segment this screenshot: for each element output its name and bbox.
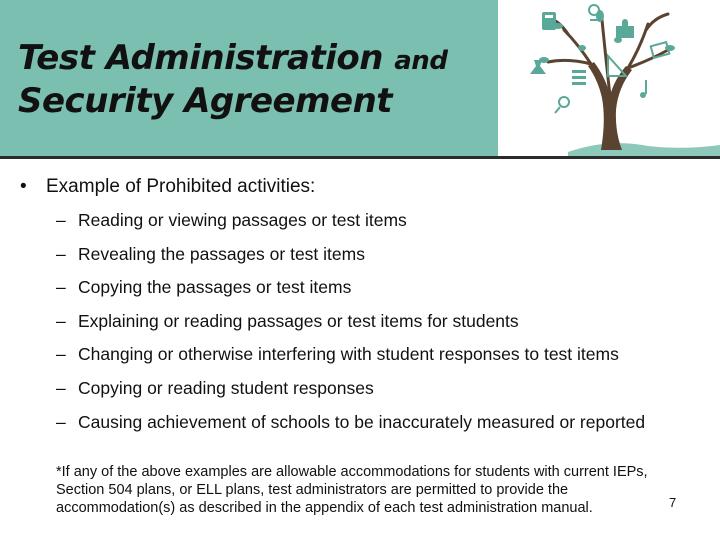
ruler-triangle-icon	[608, 56, 626, 76]
footnote-line: *If any of the above examples are allowable accommodations for students with current IEPs,	[56, 464, 648, 480]
bullet-marker: •	[20, 176, 27, 197]
title-small-text: and	[394, 46, 448, 76]
notes-icon	[572, 70, 586, 85]
sub-item	[56, 244, 365, 265]
footnote	[56, 463, 716, 517]
main-bullet-text: Example of Prohibited activities:	[46, 176, 316, 197]
slide-header	[0, 0, 720, 156]
footnote-line: accommodation(s) as described in the appendix of each test administration manual.	[56, 500, 593, 516]
puzzle-icon	[616, 19, 634, 38]
sub-item	[56, 378, 374, 399]
magnifier-icon	[555, 97, 569, 113]
dash-marker: –	[56, 344, 66, 364]
sub-item-text: Changing or otherwise interfering with student responses to test items	[78, 344, 619, 364]
sub-item-text: Explaining or reading passages or test items for students	[78, 311, 519, 331]
sub-item	[56, 210, 407, 231]
sub-item-text: Copying the passages or test items	[78, 277, 352, 297]
dash-marker: –	[56, 277, 66, 297]
sub-item	[56, 412, 658, 433]
dash-marker: –	[56, 210, 66, 230]
sub-item	[56, 311, 519, 332]
sub-item-text: Revealing the passages or test items	[78, 244, 365, 264]
calculator-icon	[542, 12, 556, 30]
main-bullet	[20, 176, 315, 198]
dash-marker: –	[56, 412, 66, 432]
title-main-text: Test Administration	[18, 38, 383, 78]
title-line-1	[18, 38, 447, 81]
music-icon	[640, 80, 646, 98]
title-line-2: Security Agreement	[18, 81, 393, 121]
slide-title	[18, 38, 447, 121]
dash-marker: –	[56, 378, 66, 398]
tree-illustration	[498, 0, 720, 156]
sub-item-text: Copying or reading student responses	[78, 378, 374, 398]
footnote-line: Section 504 plans, or ELL plans, test administrators are permitted to provide the	[56, 482, 569, 498]
dash-marker: –	[56, 244, 66, 264]
sub-item	[56, 344, 619, 365]
dash-marker: –	[56, 311, 66, 331]
sub-item-text: Reading or viewing passages or test items	[78, 210, 407, 230]
ground-grass	[568, 143, 720, 156]
sub-item-text: Causing achievement of schools to be inaccurately measured or reported	[78, 412, 646, 432]
sub-item	[56, 277, 351, 298]
header-divider	[0, 156, 720, 159]
page-number: 7	[669, 495, 677, 510]
